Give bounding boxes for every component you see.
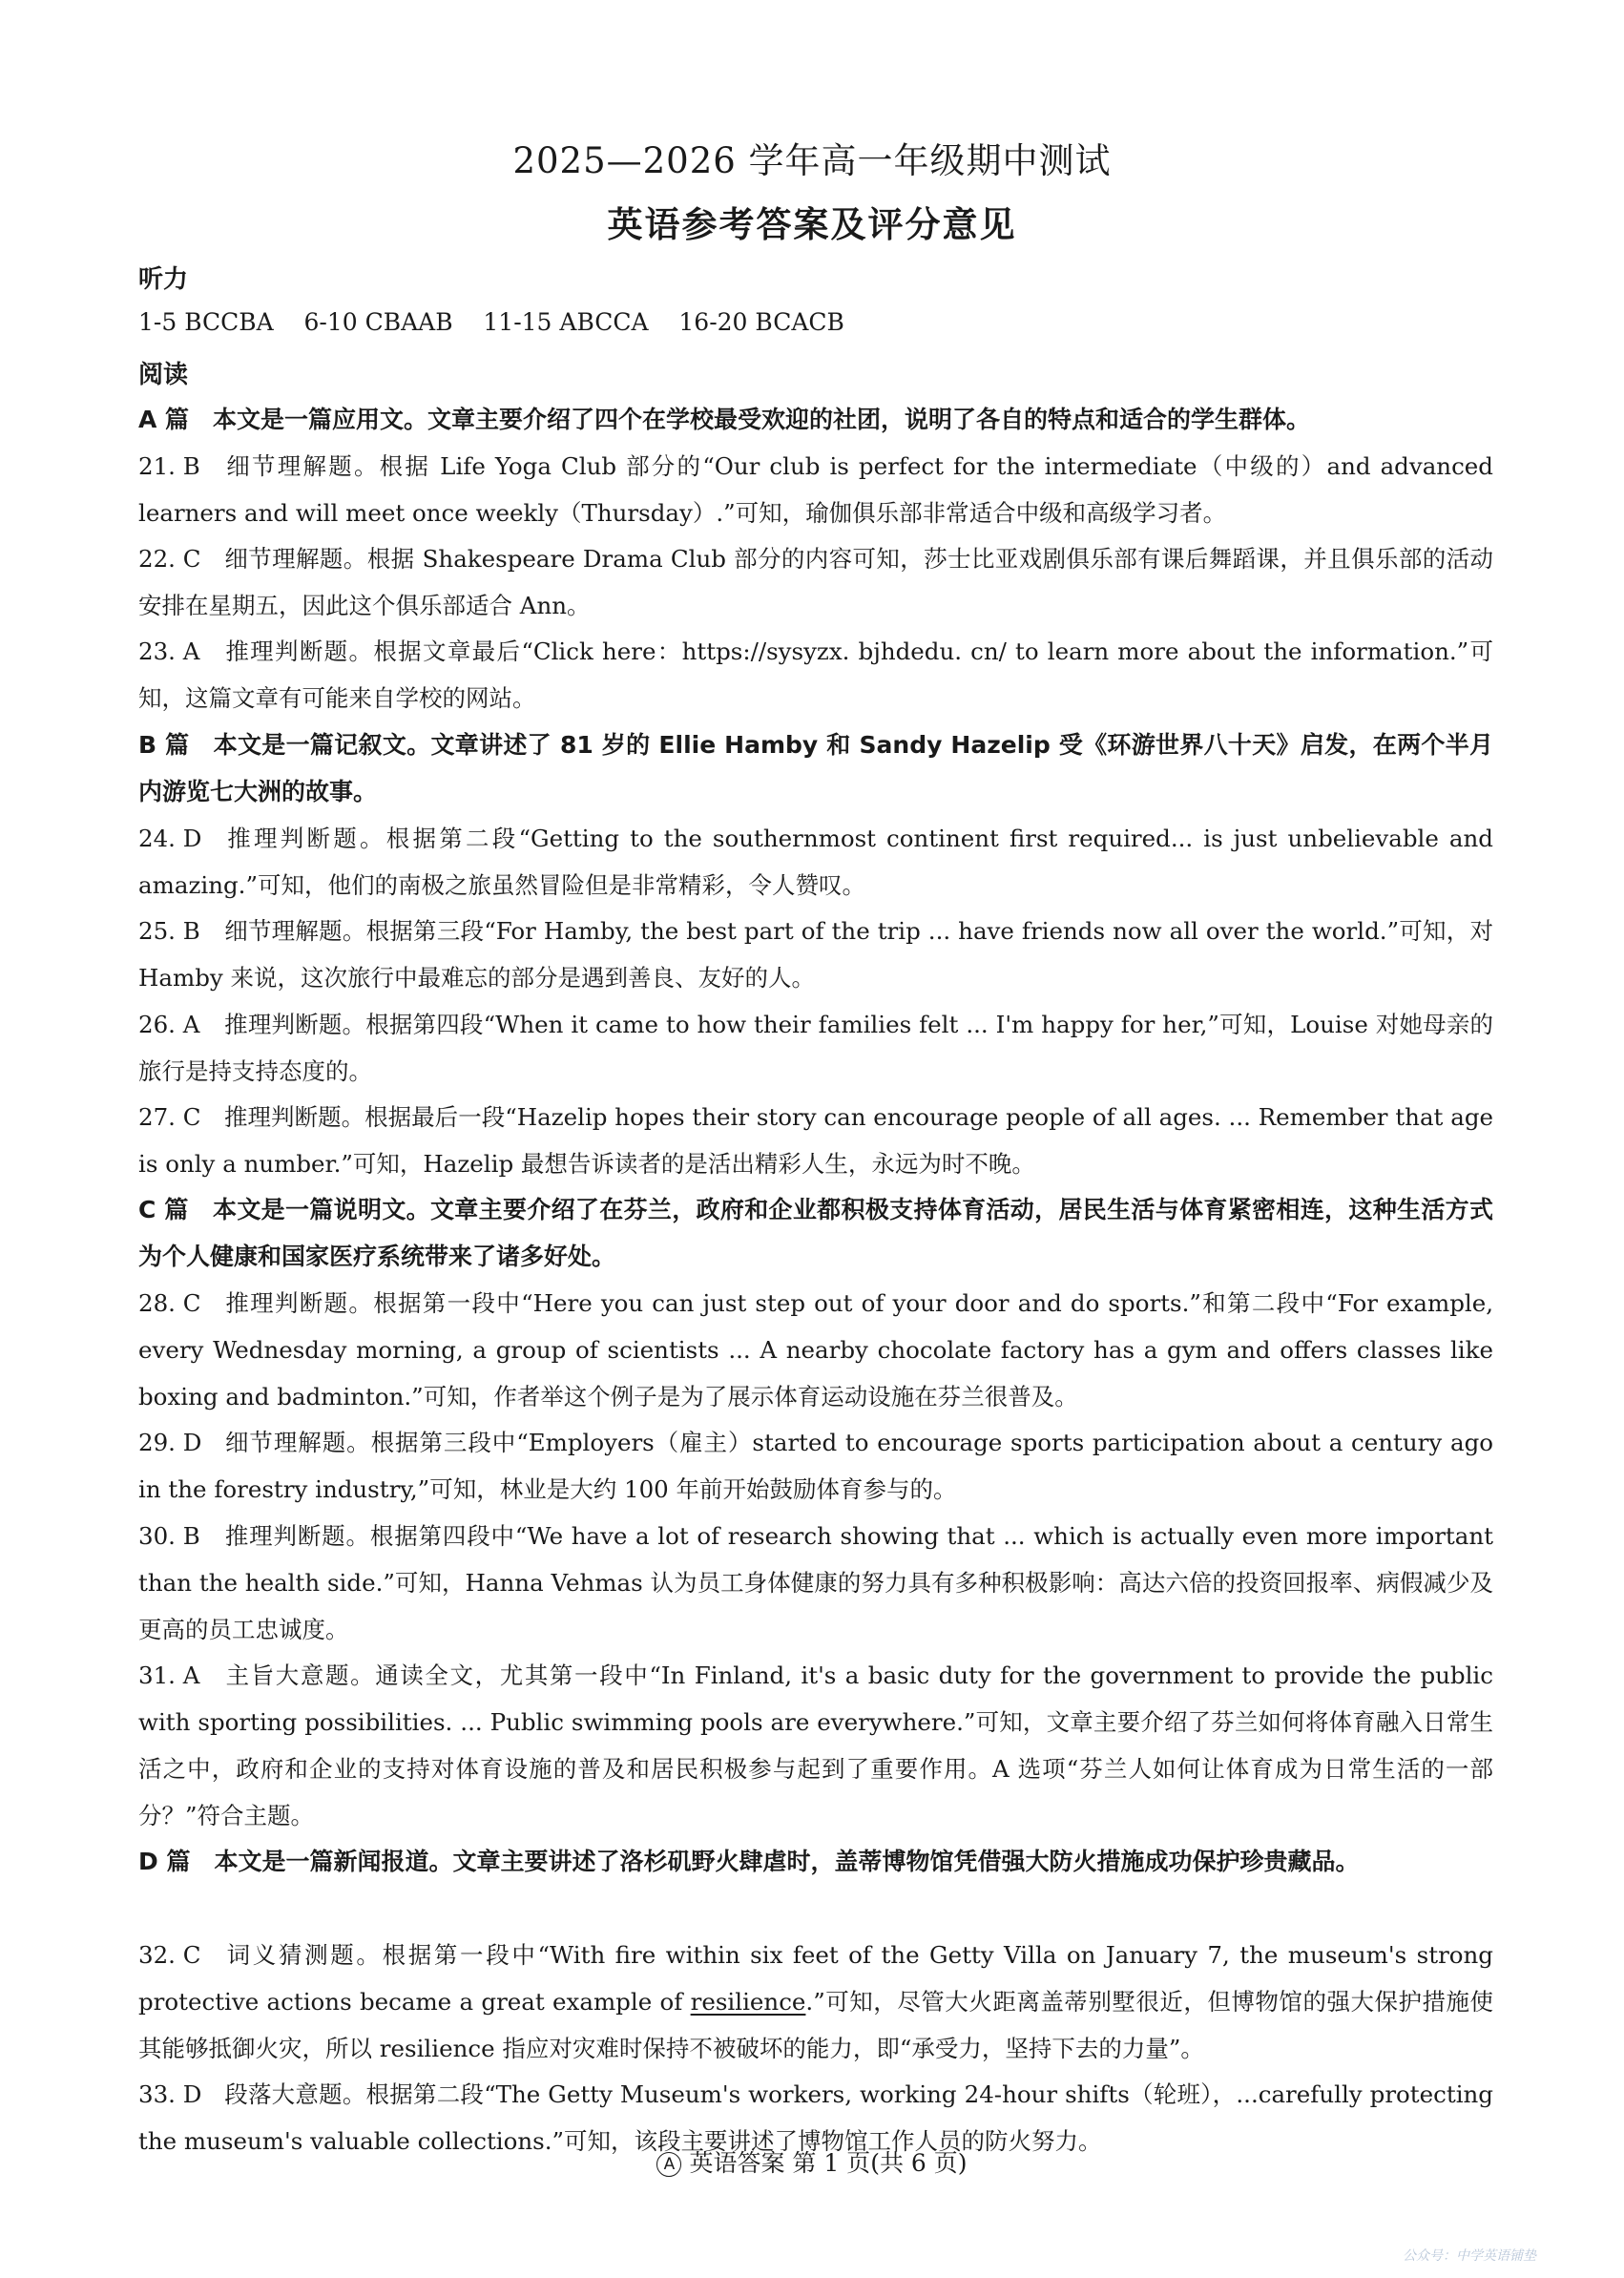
question-29 <box>138 1419 1493 1513</box>
question-33-key: 33. D <box>138 2080 202 2108</box>
watermark: 公众号：中学英语铺垫 <box>1403 2248 1536 2264</box>
question-24-explanation: 推理判断题。根据第二段“Getting to the southernmost continent first required... is just unbelievable and amazing.”可知，他们的南极之旅虽然冒险但是非常精彩，令人赞叹。 <box>138 825 1493 899</box>
question-31-explanation: 主旨大意题。通读全文，尤其第一段中“In Finland, it's a basic duty for the government to provide the public with sporting possibilities. ... Public swimming pools are everywhere.”可知，文章主要介绍了芬兰如何将体育融入日常生活之中，政府和企业的支持对体育设施的普及和居民积极参与起到了重要作用。A 选项“芬兰人如何让体育成为日常生活的一部分？”符合主题。 <box>138 1661 1493 1829</box>
question-23-explanation: 推理判断题。根据文章最后“Click here：https://sysyzx. bjhdedu. cn/ to learn more about the information.”可知，这篇文章有可能来自学校的网站。 <box>138 637 1493 712</box>
question-25-key: 25. B <box>138 917 200 945</box>
question-28 <box>138 1280 1493 1420</box>
question-22-key: 22. C <box>138 545 201 573</box>
question-32-key: 32. C <box>138 1941 201 1969</box>
listening-label: 听力 <box>138 265 189 294</box>
question-23-key: 23. A <box>138 637 200 665</box>
question-26-explanation: 推理判断题。根据第四段“When it came to how their families felt ... I'm happy for her,”可知，Louise 对她母亲的旅行是持支持态度的。 <box>138 1011 1493 1085</box>
question-28-key: 28. C <box>138 1289 201 1317</box>
listening-answers: 1-5 BCCBA 6-10 CBAAB 11-15 ABCCA 16-20 BCACB <box>138 308 844 336</box>
question-21 <box>138 443 1493 536</box>
question-27 <box>138 1094 1493 1187</box>
passage-b-summary: B 篇 本文是一篇记叙文。文章讲述了 81 岁的 Ellie Hamby 和 Sandy Hazelip 受《环游世界八十天》启发，在两个半月内游览七大洲的故事。 <box>138 731 1493 805</box>
reading-label: 阅读 <box>138 361 189 389</box>
passage-a-summary: A 篇 本文是一篇应用文。文章主要介绍了四个在学校最受欢迎的社团，说明了各自的特点和适合的学生群体。 <box>138 406 1311 433</box>
exam-title: 2025—2026 学年高一年级期中测试 <box>512 140 1112 181</box>
question-30 <box>138 1513 1493 1653</box>
page-footer <box>0 2144 1624 2179</box>
question-22 <box>138 535 1493 629</box>
question-24 <box>138 815 1493 909</box>
question-30-key: 30. B <box>138 1522 200 1550</box>
passage-c-summary: C 篇 本文是一篇说明文。文章主要介绍了在芬兰，政府和企业都积极支持体育活动，居民生活与体育紧密相连，这种生活方式为个人健康和国家医疗系统带来了诸多好处。 <box>138 1196 1493 1270</box>
question-30-explanation: 推理判断题。根据第四段中“We have a lot of research showing that ... which is actually even more important than the health side.”可知，Hanna Vehmas 认为员工身体健康的努力具有多种积极影响：高达六倍的投资回报率、病假减少及更高的员工忠诚度。 <box>138 1522 1493 1643</box>
question-23 <box>138 628 1493 721</box>
question-21-key: 21. B <box>138 452 200 480</box>
question-33-explanation: 段落大意题。根据第二段“The Getty Museum's workers, working 24-hour shifts（轮班），...carefully protecting the museum's valuable collections.”可知，该段主要讲述了博物馆工作人员的防火努力。 <box>138 2080 1493 2155</box>
question-26 <box>138 1001 1493 1095</box>
question-26-key: 26. A <box>138 1011 200 1038</box>
version-badge: A <box>656 2152 681 2177</box>
question-25 <box>138 908 1493 1001</box>
question-21-explanation: 细节理解题。根据 Life Yoga Club 部分的“Our club is perfect for the intermediate（中级的）and advanced learners and will meet once weekly（Thursday）.”可知，瑜伽俱乐部非常适合中级和高级学习者。 <box>138 452 1493 527</box>
question-29-key: 29. D <box>138 1429 202 1456</box>
question-32-explanation-b: .”可知，尽管大火距离盖蒂别墅很近，但博物馆的强大保护措施使其能够抵御火灾，所以 resilience 指应对灾难时保持不被破坏的能力，即“承受力，坚持下去的力量”。 <box>138 1988 1494 2062</box>
question-31 <box>138 1652 1493 1839</box>
question-27-key: 27. C <box>138 1103 201 1131</box>
passage-d-summary: D 篇 本文是一篇新闻报道。文章主要讲述了洛杉矶野火肆虐时，盖蒂博物馆凭借强大防火措施成功保护珍贵藏品。 <box>138 1848 1360 1875</box>
exam-subtitle: 英语参考答案及评分意见 <box>607 204 1017 245</box>
question-32-explanation-a: 词义猜测题。根据第一段中“With fire within six feet of the Getty Villa on January 7, the museum's strong protective actions became a great example of <box>138 1941 1493 2016</box>
question-28-explanation: 推理判断题。根据第一段中“Here you can just step out of your door and do sports.”和第二段中“For example, every Wednesday morning, a group of scientists ... A nearby chocolate factory has a gym and offers classes like boxing and badminton.”可知，作者举这个例子是为了展示体育运动设施在芬兰很普及。 <box>138 1289 1493 1411</box>
question-32-underlined-word: resilience <box>690 1988 806 2016</box>
question-31-key: 31. A <box>138 1661 200 1689</box>
question-29-explanation: 细节理解题。根据第三段中“Employers（雇主）started to encourage sports participation about a century ago in the forestry industry,”可知，林业是大约 100 年前开始鼓励体育参与的。 <box>138 1429 1493 1503</box>
footer-page-text: 英语答案 第 1 页(共 6 页) <box>689 2149 968 2177</box>
question-22-explanation: 细节理解题。根据 Shakespeare Drama Club 部分的内容可知，莎士比亚戏剧俱乐部有课后舞蹈课，并且俱乐部的活动安排在星期五，因此这个俱乐部适合 Ann。 <box>138 545 1493 619</box>
question-32 <box>138 1932 1493 2072</box>
question-27-explanation: 推理判断题。根据最后一段“Hazelip hopes their story can encourage people of all ages. ... Remember that age is only a number.”可知，Hazelip 最想告诉读者的是活出精彩人生，永远为时不晚。 <box>138 1103 1493 1178</box>
question-24-key: 24. D <box>138 825 202 852</box>
question-25-explanation: 细节理解题。根据第三段“For Hamby, the best part of the trip ... have friends now all over the world.”可知，对 Hamby 来说，这次旅行中最难忘的部分是遇到善良、友好的人。 <box>138 917 1493 992</box>
